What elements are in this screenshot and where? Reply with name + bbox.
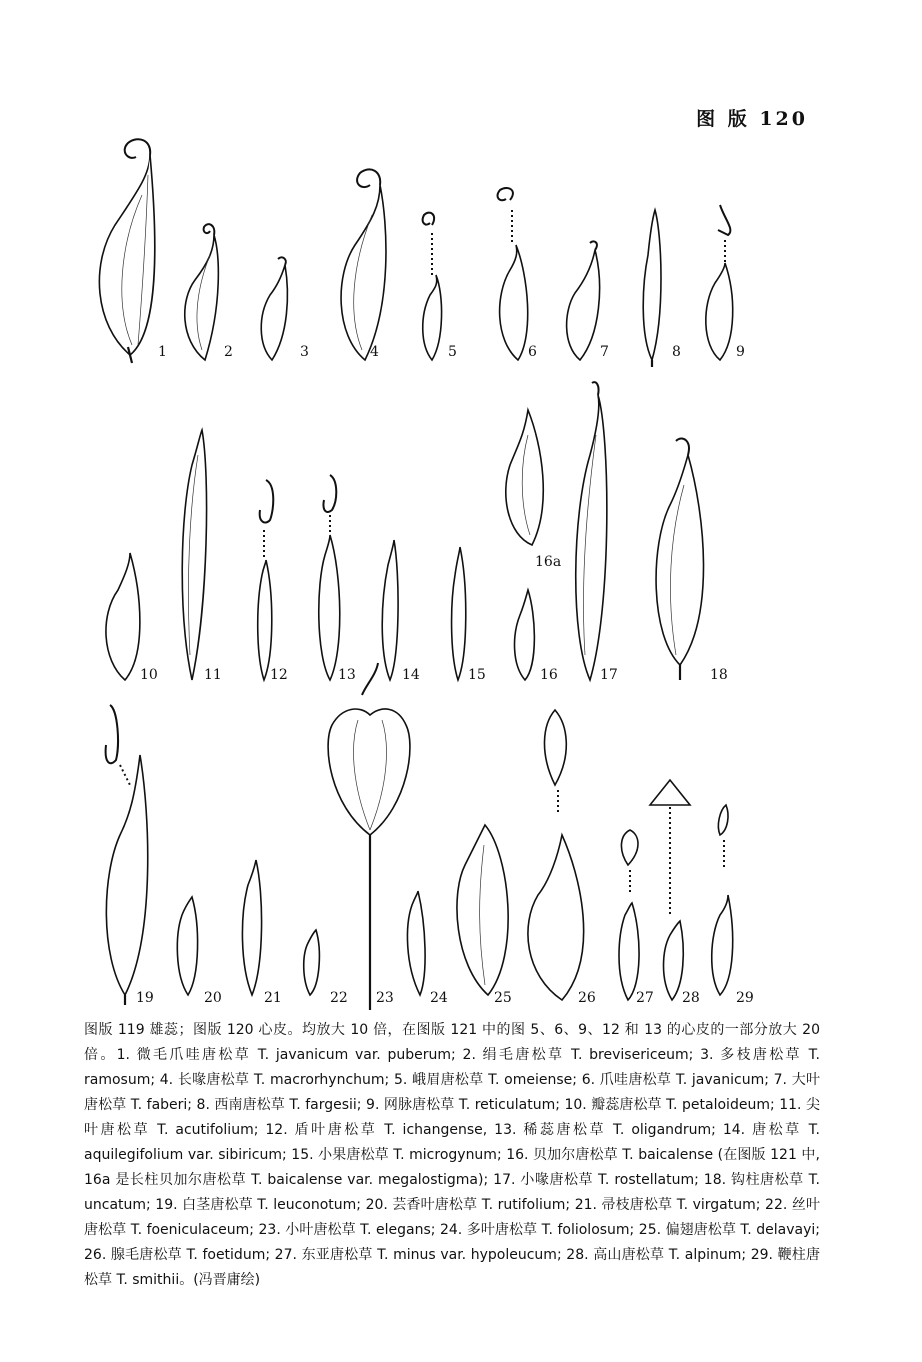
caption-text: 图版 119 雄蕊；图版 120 心皮。均放大 10 倍，在图版 121 中的图 5、6、9、12 和 13 的心皮的一部分放大 20 倍。1. 微毛爪哇唐松草 T. javanicum var. puberum; 2. 绢毛唐松草 T. brevisericeum; 3. 多枝唐松草 T. ramosum; 4. 长喙唐松草 T. macrorhynchum; 5. 峨眉唐松草 T. omeiense; 6. 爪哇唐松草 T. javanicum; 7. 大叶唐松草 T. faberi; 8. 西南唐松草 T. fargesii; 9. 网脉唐松草 T. reticulatum; 10. 瓣蕊唐松草 T. petaloideum; 11. 尖叶唐松草 T. acutifolium; 12. 盾叶唐松草 T. ichangense, 13. 稀蕊唐松草 T. oligandrum; 14. 唐松草 T. aquilegifolium var. sibiricum; 15. 小果唐松草 T. microgynum; 16. 贝加尔唐松草 T. baicalense (在图版 121 中, 16a 是长柱贝加尔唐松草 T. baicalense var. megalostigma); 17. 小喙唐松草 T. rostellatum; 18. 钩柱唐松草 T. uncatum; 19. 白茎唐松草 T. leuconotum; 20. 芸香叶唐松草 T. rutifolium; 21. 帚枝唐松草 T. virgatum; 22. 丝叶唐松草 T. foeniculaceum; 23. 小叶唐松草 T. elegans; 24. 多叶唐松草 T. foliolosum; 25. 偏翅唐松草 T. delavayi; 26. 腺毛唐松草 T. foetidum; 27. 东亚唐松草 T. minus var. hypoleucum; 28. 高山唐松草 T. alpinum; 29. 鞭柱唐松草 T. smithii。(冯晋庸绘)	[84, 1022, 820, 1288]
carpel-figure-17	[576, 382, 607, 680]
carpel-figure-18	[656, 439, 703, 680]
figure-label: 3	[300, 344, 309, 360]
carpel-figure-11	[182, 430, 206, 680]
figure-label: 11	[204, 667, 222, 683]
carpel-figure-27	[619, 830, 639, 1000]
figure-label: 8	[672, 344, 681, 360]
carpel-figure-13	[319, 475, 340, 680]
figure-label: 10	[140, 667, 158, 683]
carpel-figure-10	[106, 553, 140, 680]
carpel-figure-6	[498, 188, 528, 360]
figure-label: 13	[338, 667, 356, 683]
figure-label: 15	[468, 667, 486, 683]
carpel-figure-4	[341, 169, 386, 360]
carpel-figure-7	[567, 241, 600, 360]
figure-label: 20	[204, 990, 222, 1006]
carpel-figure-8	[643, 210, 661, 367]
figure-label: 29	[736, 990, 754, 1006]
plate-title: 图 版 120	[696, 108, 808, 130]
figure-label: 4	[370, 344, 379, 360]
carpel-figure-12	[258, 480, 274, 680]
figure-label: 27	[636, 990, 654, 1006]
carpel-figure-19	[106, 705, 148, 1005]
carpel-figure-16a	[506, 410, 543, 545]
carpel-figure-23	[328, 663, 410, 1010]
figure-label: 23	[376, 990, 394, 1006]
figure-label: 24	[430, 990, 448, 1006]
figure-label: 19	[136, 990, 154, 1006]
figure-label: 25	[494, 990, 512, 1006]
carpel-figure-15	[452, 547, 466, 680]
figure-label: 22	[330, 990, 348, 1006]
carpel-figure-28	[650, 780, 690, 1000]
carpel-figure-22	[304, 930, 320, 995]
figure-caption	[84, 1018, 820, 1293]
carpel-figure-25	[457, 825, 508, 995]
carpel-figure-5	[423, 213, 442, 360]
carpel-figure-21	[242, 860, 261, 995]
figure-label: 17	[600, 667, 618, 683]
figure-label: 1	[158, 344, 167, 360]
figure-label: 16	[540, 667, 558, 683]
figure-label: 9	[736, 344, 745, 360]
figure-label: 16a	[535, 554, 562, 570]
figure-label: 26	[578, 990, 596, 1006]
carpel-figure-9	[706, 205, 733, 360]
figure-label: 12	[270, 667, 288, 683]
carpel-figure-2	[185, 224, 219, 360]
carpel-figure-20	[177, 897, 197, 995]
carpel-figure-16	[515, 590, 535, 680]
carpel-figure-3	[261, 257, 287, 360]
figure-label: 18	[710, 667, 728, 683]
figure-label: 14	[402, 667, 420, 683]
carpel-figure-29	[712, 805, 733, 995]
figure-label: 5	[448, 344, 457, 360]
figure-label: 6	[528, 344, 537, 360]
carpel-drawings	[80, 135, 840, 1010]
carpel-figure-24	[407, 891, 425, 995]
carpel-figure-14	[382, 540, 398, 680]
figure-label: 2	[224, 344, 233, 360]
carpel-figure-1	[99, 139, 154, 363]
figure-label: 7	[600, 344, 609, 360]
carpel-illustration-plate	[80, 135, 840, 1010]
figure-label: 28	[682, 990, 700, 1006]
figure-label: 21	[264, 990, 282, 1006]
carpel-figure-26	[528, 710, 584, 1000]
